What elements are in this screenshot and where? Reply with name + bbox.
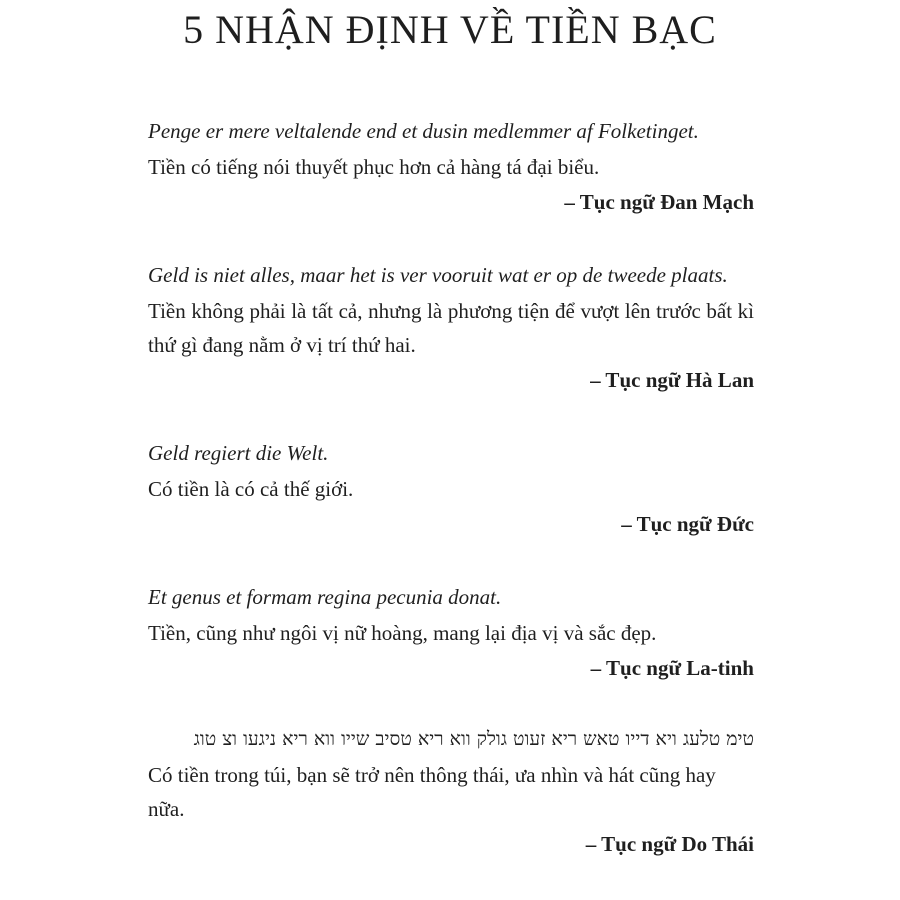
quote-danish bbox=[148, 116, 754, 215]
quote-attribution: – Tục ngữ Hà Lan bbox=[590, 368, 754, 392]
quote-attribution: – Tục ngữ La-tinh bbox=[590, 656, 754, 680]
quote-original: Penge er mere veltalende end et dusin medlemmer af Folketinget. bbox=[148, 119, 699, 143]
quote-attribution: – Tục ngữ Đan Mạch bbox=[564, 190, 754, 214]
page-title: 5 NHẬN ĐỊNH VỀ TIỀN BẠC bbox=[183, 7, 717, 52]
quote-translation: Tiền không phải là tất cả, nhưng là phương tiện để vượt lên trước bất kì thứ gì đang nằm ở vị trí thứ hai. bbox=[148, 299, 754, 357]
quote-attribution: – Tục ngữ Do Thái bbox=[585, 832, 754, 856]
quote-yiddish bbox=[148, 724, 754, 857]
quote-dutch bbox=[148, 260, 754, 393]
quote-attribution: – Tục ngữ Đức bbox=[621, 512, 754, 536]
quote-translation: Có tiền trong túi, bạn sẽ trở nên thông thái, ưa nhìn và hát cũng hay nữa. bbox=[148, 763, 716, 821]
quote-original: Geld is niet alles, maar het is ver vooruit wat er op de tweede plaats. bbox=[148, 263, 728, 287]
quote-original: Et genus et formam regina pecunia donat. bbox=[148, 585, 502, 609]
quote-german bbox=[148, 438, 754, 537]
quote-translation: Tiền, cũng như ngôi vị nữ hoàng, mang lại địa vị và sắc đẹp. bbox=[148, 621, 657, 645]
quote-translation: Có tiền là có cả thế giới. bbox=[148, 477, 354, 501]
quote-original: Geld regiert die Welt. bbox=[148, 441, 329, 465]
quote-latin bbox=[148, 582, 754, 681]
quote-original: טימ טלעג ויא דייו טאש ריא זעוט גולק ווא ריא טסיב שייו ווא ריא ניגעו וצ טוג bbox=[193, 728, 754, 750]
quote-translation: Tiền có tiếng nói thuyết phục hơn cả hàng tá đại biểu. bbox=[148, 155, 600, 179]
